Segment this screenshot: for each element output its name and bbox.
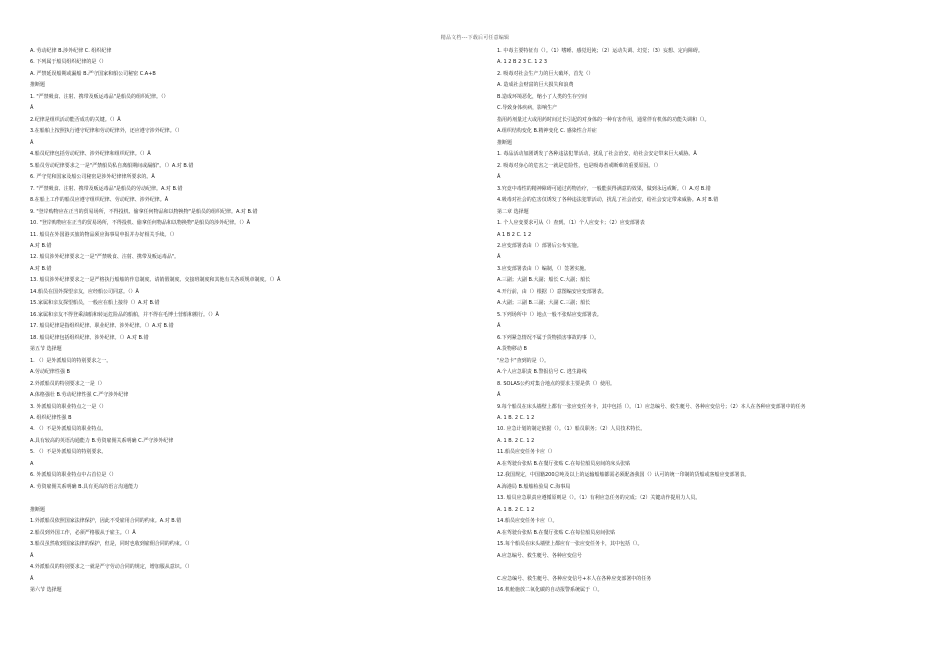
text-line: 4.外派船员的特别要求之一就是严守劳动合同的规定，增加服从意识。（）: [30, 564, 193, 571]
text-line: 3.船员虽然收到国家法律的保护，但是，同时也收到雇佣合同的约束。（）: [30, 541, 193, 548]
text-line: 17. 船员纪律是指组织纪律、职业纪律、涉外纪律。（）A.对 B.错: [30, 323, 174, 330]
text-line: A. 造成社会财富的巨大损失和浪费: [497, 82, 574, 89]
text-line: 2.纪律是组织活动能否成功的关键。（）Â: [30, 116, 121, 123]
text-line: 2. 吸毒对社会生产力的巨大破坏，首先（）: [497, 70, 594, 77]
text-line: A.在驾驶台张贴 B.在餐厅张贴 C.在每位船员房间张贴: [497, 529, 616, 536]
text-line: A.大副；三副 B.三副；大副 C.三副；船长: [497, 300, 591, 307]
text-line: 12.我国规定，中国籍200总吨及以上的运输船舶都需必须配备我国（）认可的统一印制的货船或客船应变部署表。: [497, 472, 750, 479]
text-line: 13. 船员应急职责应遵循原则是（）。（1）有利应急任务的完成；（2）关键动作提用力人员。: [497, 495, 701, 502]
text-line: A. 劳资雇佣关系明确 B.具有更高的语言沟通能力: [30, 483, 139, 490]
text-line: 5.船员劳动纪律要求之一是"严禁船员私自离船期间或漏船"。（）A.对 B.错: [30, 162, 194, 169]
text-line: 15.家属和亲友探望船员，一般应在船上接待（）A.对 B.错: [30, 300, 160, 307]
text-line: 2.外派船员的特别要求之一是（）: [30, 380, 105, 387]
text-line: 6. 下列属于船员组织纪律的是（）: [30, 59, 107, 66]
text-line: A.具有较高的英语沟通能力 B.劳资雇佣关系明确 C.严守涉外纪律: [30, 437, 174, 444]
text-line: 推断题: [30, 506, 46, 513]
text-line: C.导致身体疾病，影响生产: [497, 105, 558, 112]
text-line: 10. "登岸购物应在正当的贸易场所，不得投机、偷拿任何物品和以物换物"是船员的涉外纪律。（）Â: [30, 220, 251, 227]
text-line: A.体格强壮 B.劳动纪律性强 C.严守涉外纪律: [30, 392, 129, 399]
text-line: 2.应变部署表由（）部署后公布实施。: [497, 242, 582, 249]
text-line: 3.应变部署表由（）编制，（）签署实施。: [497, 265, 590, 272]
text-line: Â: [497, 392, 501, 399]
text-line: "应急卡"查到的是（）。: [497, 357, 550, 364]
text-line: 10. 应急计划的制定依据（）。（1）船员职务；（2）人员技术特长。: [497, 426, 646, 433]
text-line: 1. （）是外派船员的特别要求之一。: [30, 357, 112, 364]
text-line: A.海港局 B.船舶检验局 C.海事局: [497, 483, 571, 490]
text-line: A.个人应急职责 B.警报信号 C. 逃生路线: [497, 369, 587, 376]
text-line: 4. （）不是外派船员的职业特点。: [30, 426, 107, 433]
text-line: A.对 B.错: [30, 242, 52, 249]
text-line: A. 1 B. 2 C. 1 2: [497, 415, 535, 421]
text-line: A. 劳动纪律 B.涉外纪律 C. 组织纪律: [30, 48, 112, 54]
text-line: A. 严禁延误船期或漏船 B.严守国家和船公司秘密 C.A+B: [30, 70, 156, 77]
text-line: A.组织结构变化 B.精神变化 C. 感染性合并症: [497, 128, 597, 135]
text-line: Â: [30, 139, 34, 146]
text-line: 6. 严守党和国家及船公司秘密是涉外纪律律所要求的。Â: [30, 174, 155, 181]
text-line: 7. "严禁吸食、注射、携带及贩运毒品"是船员的劳动纪律。A.对 B.错: [30, 185, 183, 192]
text-line: 15.每个船员在床头墙壁上都应有一张应变任务卡，其中包括（）。: [497, 541, 643, 548]
text-line: A. 1 B. 2 C. 1 2: [497, 437, 535, 444]
left-column: [30, 46, 465, 597]
text-line: [497, 562, 927, 573]
text-line: 1. 个人应变要求可从（）查到。（1）个人应变卡；（2）应变部署表: [497, 220, 645, 227]
text-line: 指用药剂量过大或用药时间过长引起的对身体的一种有害作用，通常伴有机体的功能失调和（）。: [497, 116, 710, 123]
text-line: 3.究竟中毒性的精神障碍可通过药物治疗，一般能获得满意的效果，做到永远戒断。（）A.对 B.错: [497, 185, 711, 192]
text-line: Â: [30, 552, 34, 559]
text-line: A.货物移动 B: [497, 346, 527, 353]
text-line: 1. 毒品活动加剧诱发了各种违法犯罪活动，扰乱了社会治安，给社会安定带来巨大威胁。Â: [497, 151, 697, 158]
text-line: 3.在船舶上按照执行遵守纪律和劳动纪律外，还应遵守涉外纪律。（）: [30, 128, 183, 135]
text-line: A.三副；大副 B.大副；船长 C.大副；船长: [497, 277, 591, 284]
text-line: 推断题: [30, 82, 46, 89]
text-line: A.在驾驶台张贴 B.在餐厅张贴 C.在每位船员房间的床头张贴: [497, 460, 631, 467]
text-line: 第六节 选择题: [30, 587, 62, 594]
text-line: A 1 B 2 C. 1 2: [497, 231, 532, 238]
text-line: 1.外派船员依照国家法律保护，因此不受雇用合同的约束。A.对 B.错: [30, 518, 182, 525]
text-line: 9. "登岸购物应在正当的贸易场所，不得投机、偷拿任何物品和以物换物"是船员的组织纪律。A.对 B.错: [30, 208, 258, 215]
text-line: 14.船员应变任务卡应（）。: [497, 518, 558, 525]
text-line: 4.吸毒对社会的危害仅诱发了各种违法犯罪活动，扰乱了社会治安，给社会安定带来威胁。A.对 B.错: [497, 197, 719, 204]
text-line: 5.下列场所中（）地点一般不张贴应变部署表。: [497, 311, 602, 318]
text-line: 16.家属和亲友不得登乘油船和转运危险品的船舶，并不得在毛博士营船和搬行。（）Â: [30, 311, 219, 318]
text-line: 4.船员纪律包括劳动纪律、涉外纪律和组织纪律。（）Â: [30, 151, 151, 158]
text-line: Â: [30, 105, 34, 112]
text-line: 6.下列紧急情况不属于货物损害事故的事（）。: [497, 334, 600, 341]
text-line: 5. （）不是外派船员的特别要求。: [30, 449, 107, 456]
text-line: 6. 外派船员的职业特点中占首位是（）: [30, 472, 117, 479]
text-line: 13. 船员涉外纪律要求之一是严格执行船舶的作息制度、请销假制度、交接班制度和其他有关各项规章制度。（）Â: [30, 277, 281, 284]
text-line: C.应急编号、救生艇号、各种应变信号+本人在各种应变部署中的任务: [497, 575, 652, 582]
page-header: 精品文档---下载后可任意编辑: [440, 35, 510, 41]
text-line: 11. 船员在外国港买旅的物品须应海事局申报并办好相关手续。（）: [30, 231, 178, 238]
text-line: 1. "严禁吸食、注射、携带及贩运毒品"是船员的组织纪律。（）: [30, 93, 169, 100]
text-line: 9.每个船员在床头墙壁上都有一张应变任务卡，其中包括（）。（1）应急编号、救生艇号、各种应变信号；（2）本人在各种应变部署中的任务: [497, 403, 806, 410]
text-line: A: [30, 460, 34, 467]
text-line: 11.船员应变任务卡应（）: [497, 449, 555, 456]
text-line: A. 组织纪律性强 B: [30, 415, 72, 421]
text-line: 2. 吸毒对身心的危害之一就是危险性，也是吸毒者戒断难的重要原因。（）: [497, 162, 661, 169]
text-line: 16.机舱施放二氧化碳的自动报警系统属于（）。: [497, 587, 603, 594]
text-line: 3. 外派船员的职业特点之一是（）: [30, 403, 107, 410]
text-line: Â: [30, 575, 34, 582]
text-line: 4.开行前，由（）根据（）意图编安应变部署表。: [497, 288, 607, 295]
text-line: A.对 B.错: [30, 265, 52, 272]
text-line: 推断题: [497, 139, 513, 146]
text-line: A.劳动纪律性强 B: [30, 369, 70, 376]
text-line: 14.船员在国外探望亲友，应经船公司同意。（）Â: [30, 288, 139, 295]
text-line: 8. SOLAS公约对集合地点的要求主要是供（）使用。: [497, 380, 615, 387]
text-line: Â: [497, 323, 501, 330]
text-line: 2.船员到外国工作，必须严格服从于雇主。（）Â: [30, 529, 136, 536]
text-line: 第二章 选择题: [497, 208, 529, 215]
text-line: Â: [497, 174, 501, 181]
text-line: 18. 船员纪律包括组织纪律、涉外纪律。（）A.对 B.错: [30, 334, 149, 341]
right-column: [497, 46, 927, 597]
text-line: Â: [497, 254, 501, 261]
text-line: 8.在船上工作的船员应遵守组织纪律、劳动纪律、涉外纪律。Â: [30, 197, 169, 204]
text-line: 第五节 选择题: [30, 346, 62, 353]
text-line: 12. 船员涉外纪律要求之一是"严禁吸食、注射、携带及贩运毒品"。: [30, 254, 180, 261]
text-line: A. 1 B. 2 C. 1 2: [497, 506, 535, 513]
text-line: A. 1 2 B 2 3 C. 1 2 3: [497, 59, 548, 66]
text-line: [30, 493, 465, 504]
text-line: 1. 中毒主要特征有（）。（1）嗜睡、感觉迟钝；（2）运动失调、幻觉；（3）妄想、定向障碍。: [497, 48, 703, 54]
text-line: B.造成环境恶化，缩小了人类的生存空间: [497, 93, 588, 100]
text-line: A.应急编号、救生艇号、各种应变信号: [497, 552, 582, 559]
